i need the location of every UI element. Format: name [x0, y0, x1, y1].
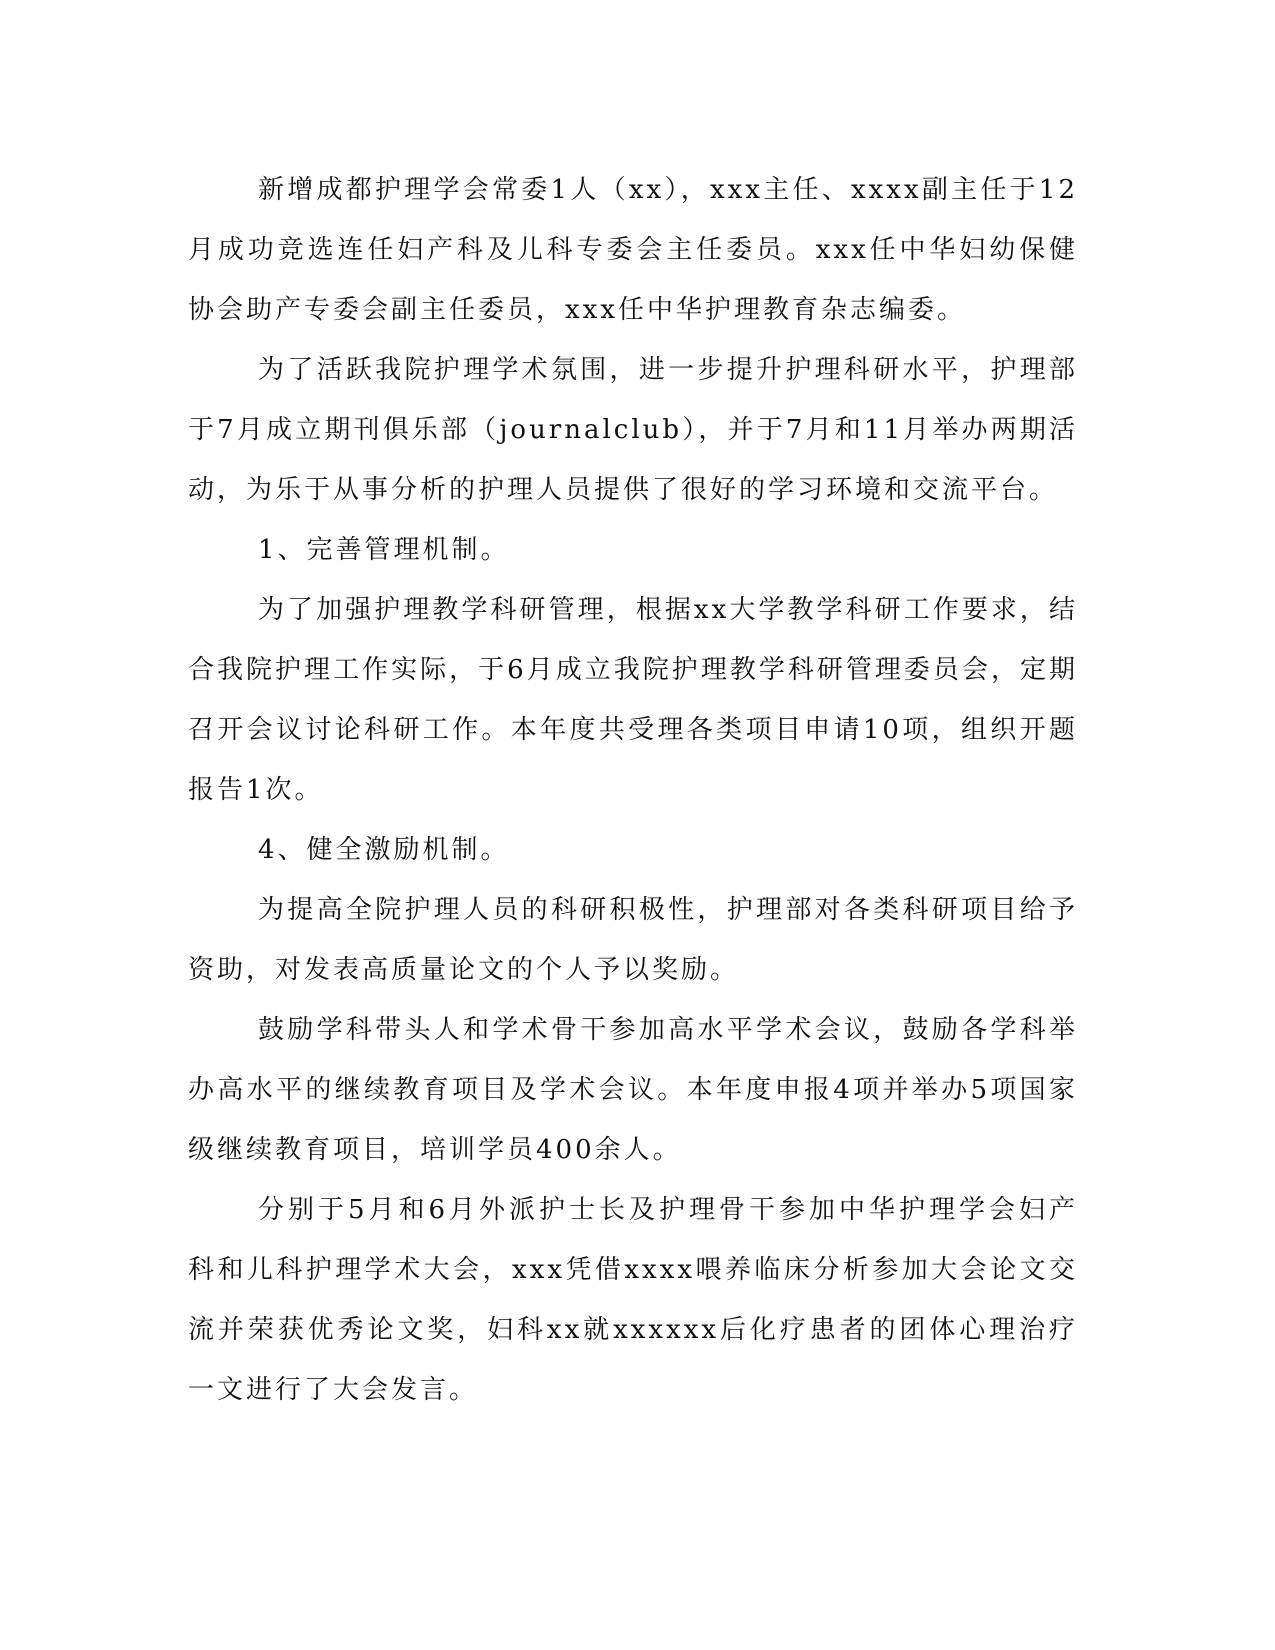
heading-management-mechanism: 1、完善管理机制。 [258, 535, 510, 565]
paragraph-committee-appointments: 新增成都护理学会常委1人（xx），xxx主任、xxxx副主任于12月成功竞选连任妇产科及儿科专委会主任委员。xxx任中华妇幼保健协会助产专委会副主任委员，xxx任中华护理教育杂志编委。 [188, 175, 1078, 325]
paragraph-research-committee: 为了加强护理教学科研管理，根据xx大学教学科研工作要求，结合我院护理工作实际，于6月成立我院护理教学科研管理委员会，定期召开会议讨论科研工作。本年度共受理各类项目申请10项，组织开题报告1次。 [188, 595, 1078, 805]
paragraph-journal-club: 为了活跃我院护理学术氛围，进一步提升护理科研水平，护理部于7月成立期刊俱乐部（journalclub），并于7月和11月举办两期活动，为乐于从事分析的护理人员提供了很好的学习环境和交流平台。 [188, 355, 1078, 505]
document-body [188, 160, 1078, 1420]
paragraph-research-funding: 为提高全院护理人员的科研积极性，护理部对各类科研项目给予资助，对发表高质量论文的个人予以奖励。 [188, 895, 1078, 985]
paragraph-conference-attendance: 分别于5月和6月外派护士长及护理骨干参加中华护理学会妇产科和儿科护理学术大会，xxx凭借xxxx喂养临床分析参加大会论文交流并荣获优秀论文奖，妇科xx就xxxxxx后化疗患者的团体心理治疗一文进行了大会发言。 [188, 1195, 1078, 1405]
heading-incentive-mechanism: 4、健全激励机制。 [258, 835, 510, 865]
paragraph-academic-conferences: 鼓励学科带头人和学术骨干参加高水平学术会议，鼓励各学科举办高水平的继续教育项目及学术会议。本年度申报4项并举办5项国家级继续教育项目，培训学员400余人。 [188, 1015, 1078, 1165]
